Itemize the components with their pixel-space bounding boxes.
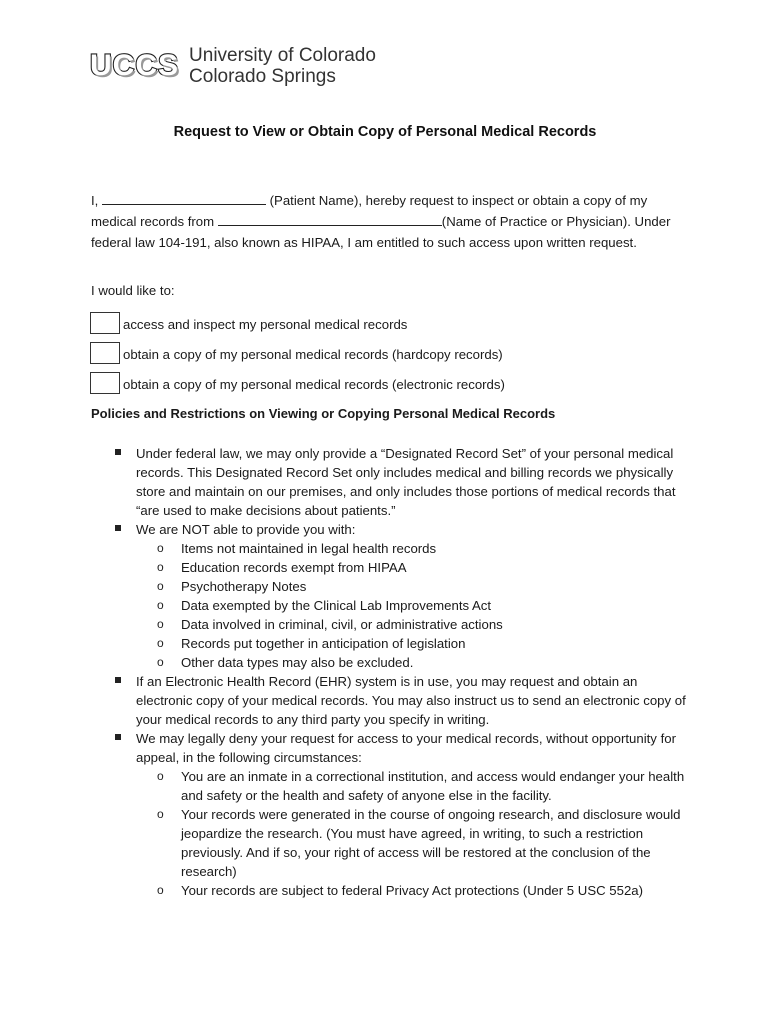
exclusion-item: o Data exempted by the Clinical Lab Improvements Act [91, 596, 691, 615]
practice-name-field[interactable] [218, 211, 442, 226]
document-title: Request to View or Obtain Copy of Personal Medical Records [173, 124, 597, 140]
policy-bullet-ehr: If an Electronic Health Record (EHR) system is in use, you may request and obtain an electronic copy of your medical records. You may also instruct us to send an electronic copy of your medical records to any third party you specify in writing. [91, 672, 691, 729]
option-hardcopy [90, 340, 503, 364]
policy-bullet-designated-record-set: Under federal law, we may only provide a “Designated Record Set” of your personal medical records. This Designated Record Set only includes medical and billing records we physically store and maintain on our premises, and only includes those portions of medical records that “are used to make decisions about patients.” [91, 444, 691, 520]
logo-line-university: University of Colorado [189, 45, 376, 66]
option-electronic [90, 370, 505, 394]
option-electronic-label: obtain a copy of my personal medical records (electronic records) [123, 377, 505, 392]
exclusion-item: o Items not maintained in legal health records [91, 539, 691, 558]
denial-item: o You are an inmate in a correctional institution, and access would endanger your health and safety or the health and safety of anyone else in the facility. [91, 767, 691, 805]
option-electronic-checkbox[interactable] [90, 372, 120, 394]
logo-letter-c1: C [112, 49, 134, 82]
policies-list [91, 444, 691, 900]
denial-item: o Your records were generated in the course of ongoing research, and disclosure would jeopardize the research. (You must have agreed, in writing, to such a restriction previously. And if so, your right of access will be restored at the conclusion of the research) [91, 805, 691, 881]
option-inspect-label: access and inspect my personal medical records [123, 317, 408, 332]
patient-name-field[interactable] [102, 190, 266, 205]
logo-wordmark [189, 45, 376, 87]
option-hardcopy-label: obtain a copy of my personal medical records (hardcopy records) [123, 347, 503, 362]
uccs-logo-mark [90, 51, 177, 81]
logo-letter-u: U [90, 49, 111, 82]
exclusion-item: o Psychotherapy Notes [91, 577, 691, 596]
logo-letter-s: S [158, 49, 178, 82]
exclusion-item: o Records put together in anticipation of legislation [91, 634, 691, 653]
option-inspect-checkbox[interactable] [90, 312, 120, 334]
exclusion-item: o Other data types may also be excluded. [91, 653, 691, 672]
would-like-label: I would like to: [91, 283, 175, 298]
intro-text-start: I, [91, 193, 102, 208]
option-inspect [90, 310, 407, 334]
exclusion-item: o Education records exempt from HIPAA [91, 558, 691, 577]
policy-bullet-not-able: We are NOT able to provide you with: [91, 520, 691, 539]
denial-item: o Your records are subject to federal Privacy Act protections (Under 5 USC 552a) [91, 881, 691, 900]
intro-text-middle: (Patient Name), hereby request to inspect or obtain a copy of my medical records from [91, 193, 648, 229]
uccs-logo [90, 46, 376, 86]
policies-heading: Policies and Restrictions on Viewing or Copying Personal Medical Records [91, 406, 556, 421]
exclusion-item: o Data involved in criminal, civil, or administrative actions [91, 615, 691, 634]
request-paragraph [91, 190, 691, 253]
option-hardcopy-checkbox[interactable] [90, 342, 120, 364]
intro-text-end: (Name of Practice or Physician). Under federal law 104-191, also known as HIPAA, I am entitled to such access upon written request. [91, 214, 671, 250]
logo-line-campus: Colorado Springs [189, 66, 336, 87]
policy-bullet-deny: We may legally deny your request for access to your medical records, without opportunity for appeal, in the following circumstances: [91, 729, 691, 767]
logo-letter-c2: C [135, 49, 157, 82]
